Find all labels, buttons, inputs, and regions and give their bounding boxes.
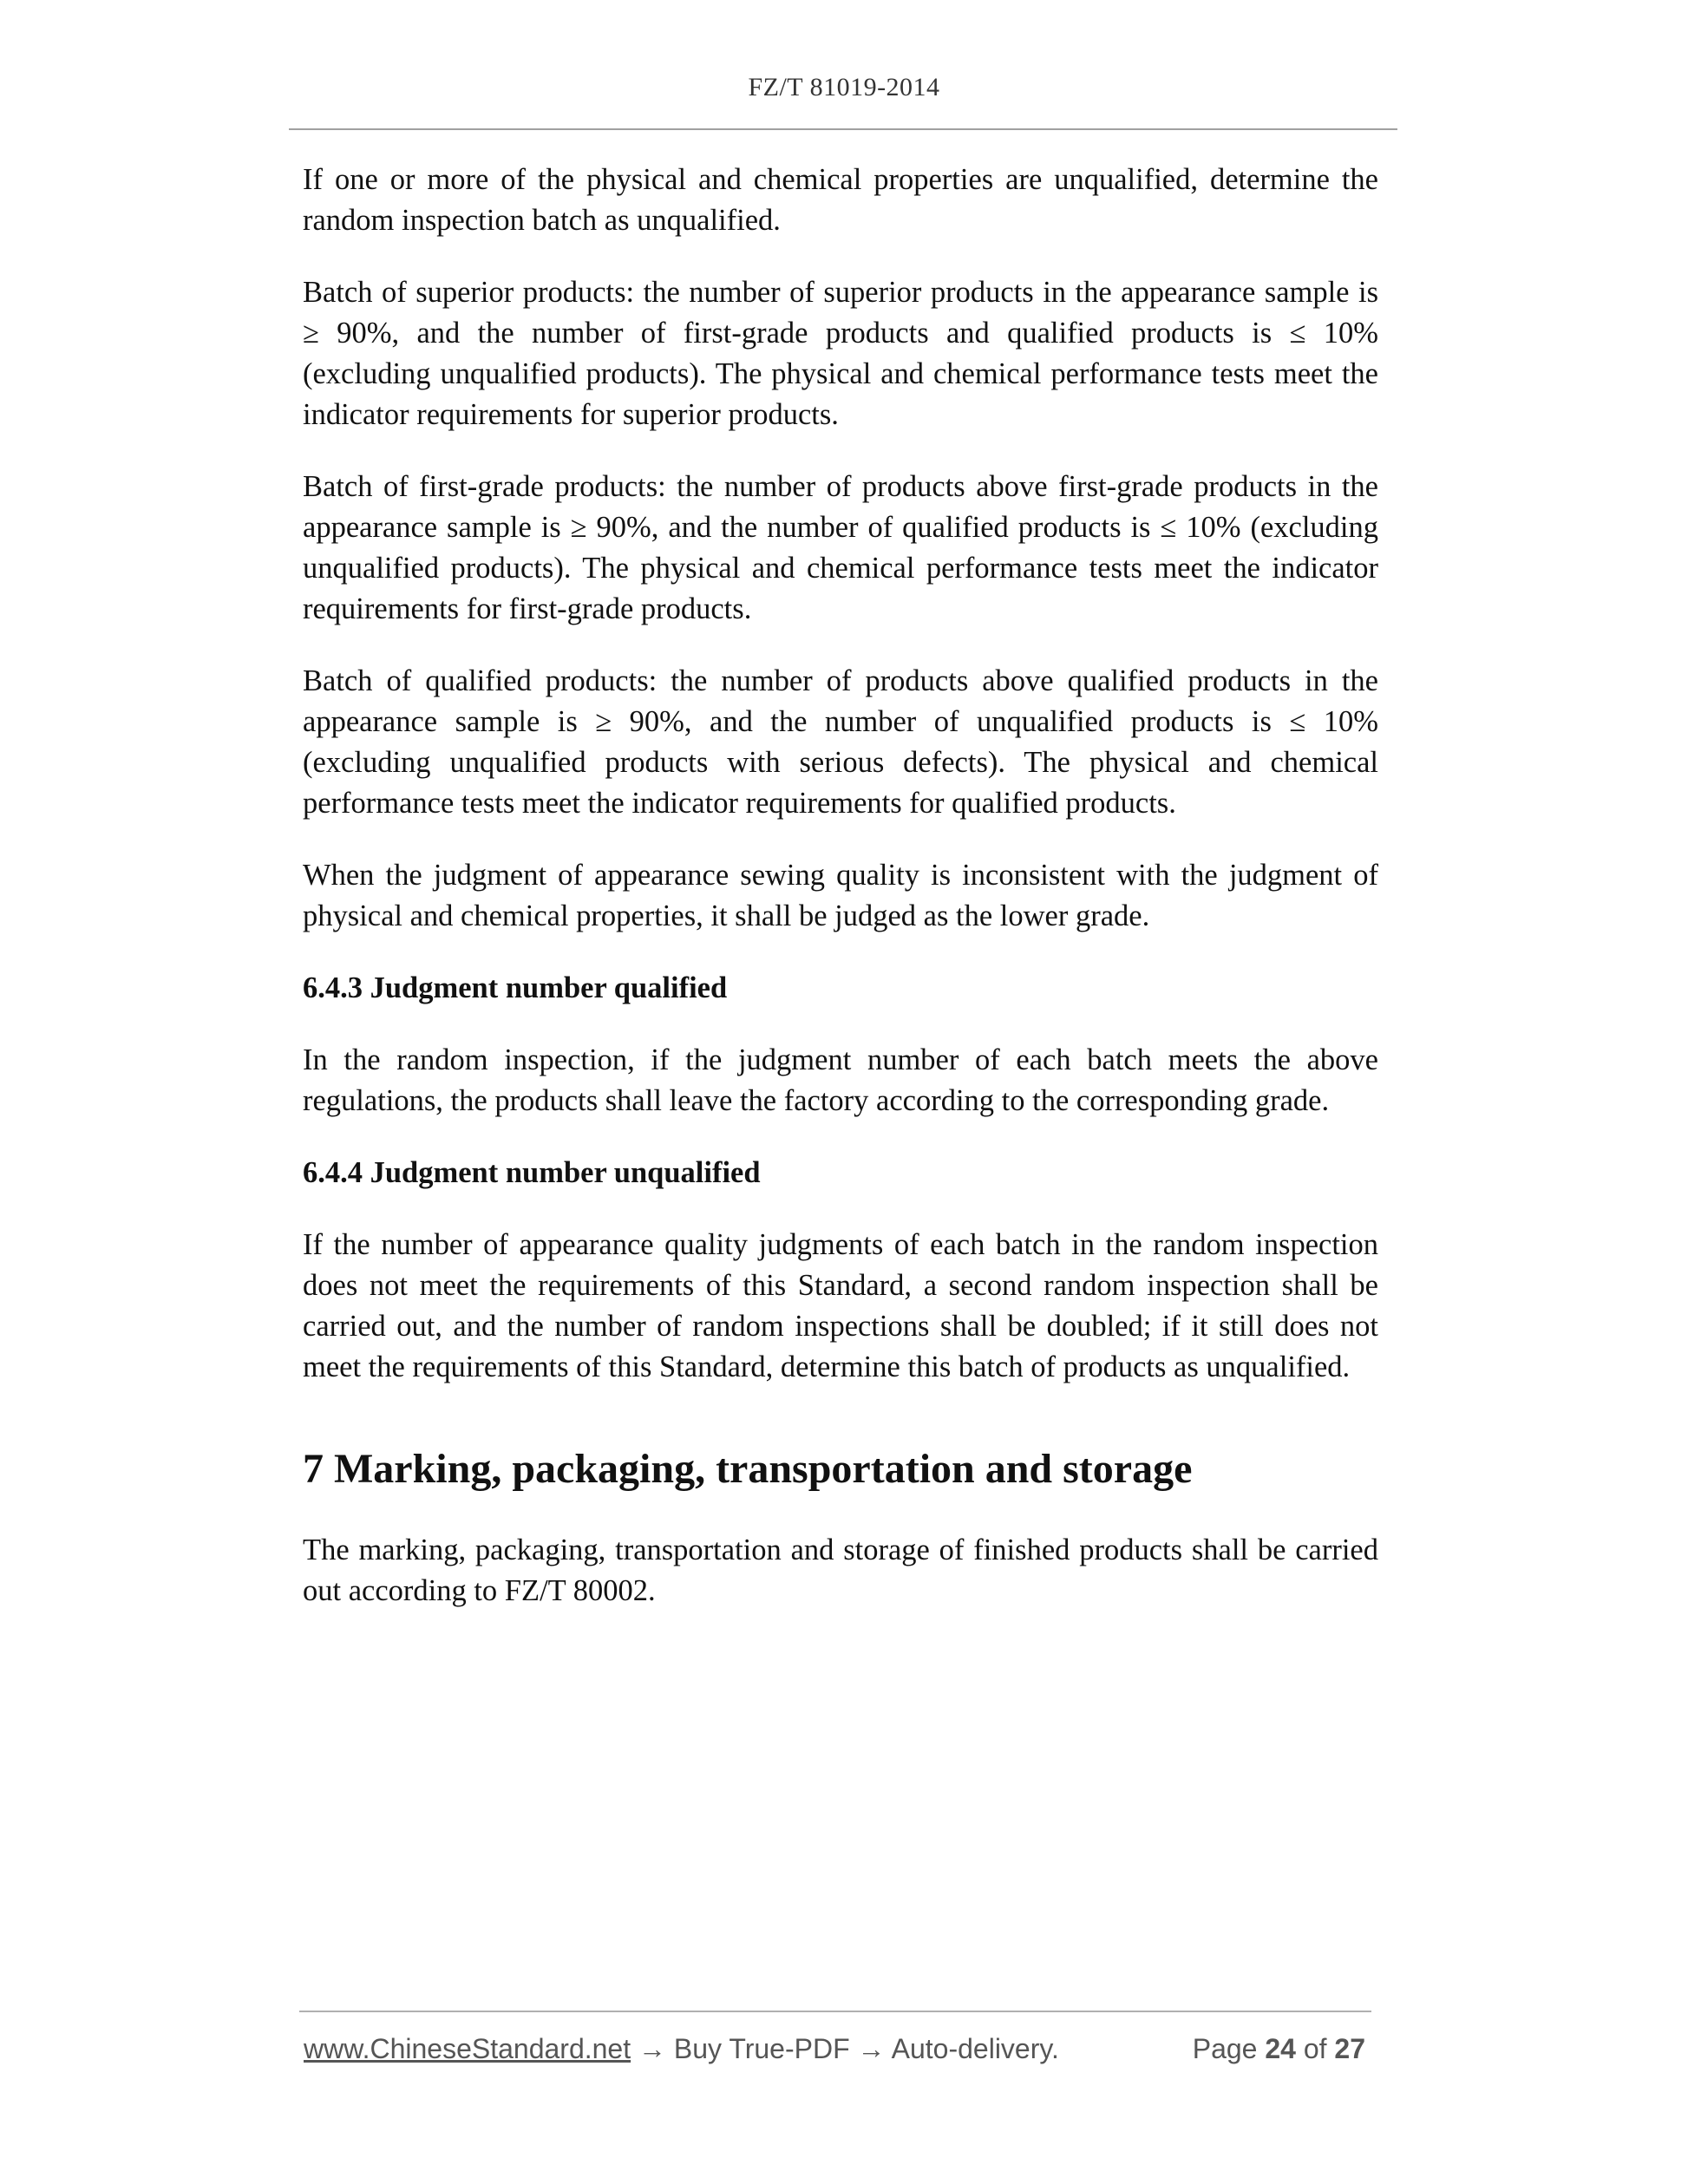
page-label: Page <box>1192 2033 1258 2064</box>
paragraph-judgment-qualified: In the random inspection, if the judgment number of each batch meets the above regulations, the products shall leave the factory according to the corresponding grade. <box>303 1043 1378 1117</box>
paragraph-first-grade-batch: Batch of first-grade products: the number of products above first-grade products in the appearance sample is ≥ 90%, and the number of qualified products is ≤ 10% (excluding unqualified products). The physical and chemical performance tests meet the indicator requirements for first-grade products. <box>303 470 1378 625</box>
paragraph-batch-unqualified: If one or more of the physical and chemical properties are unqualified, determine the random inspection batch as unqualified. <box>303 163 1378 237</box>
running-header: FZ/T 81019-2014 <box>748 73 940 101</box>
paragraph-marking-packaging: The marking, packaging, transportation and storage of finished products shall be carried out according to FZ/T 80002. <box>303 1533 1378 1607</box>
current-page-number: 24 <box>1265 2033 1296 2064</box>
footer-promo <box>304 2031 1059 2066</box>
heading-6-4-3: 6.4.3 Judgment number qualified <box>303 971 728 1004</box>
total-pages-number: 27 <box>1334 2033 1365 2064</box>
page-indicator <box>1193 2031 1365 2066</box>
paragraph-lower-grade-rule: When the judgment of appearance sewing quality is inconsistent with the judgment of physical and chemical properties, it shall be judged as the lower grade. <box>303 859 1378 932</box>
heading-6-4-4: 6.4.4 Judgment number unqualified <box>303 1156 761 1189</box>
section-7-title: 7 Marking, packaging, transportation and storage <box>303 1446 1193 1492</box>
footer-divider <box>299 2011 1371 2012</box>
header-divider <box>289 128 1397 130</box>
paragraph-qualified-batch: Batch of qualified products: the number of products above qualified products in the appearance sample is ≥ 90%, and the number of unqualified products is ≤ 10% (excluding unqualified products with serious defects). The physical and chemical performance tests meet the indicator requirements for qualified products. <box>303 664 1378 820</box>
paragraph-superior-batch: Batch of superior products: the number of superior products in the appearance sample is ≥ 90%, and the number of first-grade products and qualified products is ≤ 10% (excluding unqualified products). The physical and chemical performance tests meet the indicator requirements for superior products. <box>303 276 1378 431</box>
of-label: of <box>1303 2033 1327 2064</box>
footer-tagline: → Buy True-PDF → Auto-delivery. <box>631 2033 1059 2064</box>
document-body <box>303 160 1378 1643</box>
website-link[interactable]: www.ChineseStandard.net <box>304 2033 631 2064</box>
paragraph-judgment-unqualified: If the number of appearance quality judgments of each batch in the random inspection does not meet the requirements of this Standard, a second random inspection shall be carried out, and the number of random inspections shall be doubled; if it still does not meet the requirements of this Standard, determine this batch of products as unqualified. <box>303 1228 1378 1383</box>
